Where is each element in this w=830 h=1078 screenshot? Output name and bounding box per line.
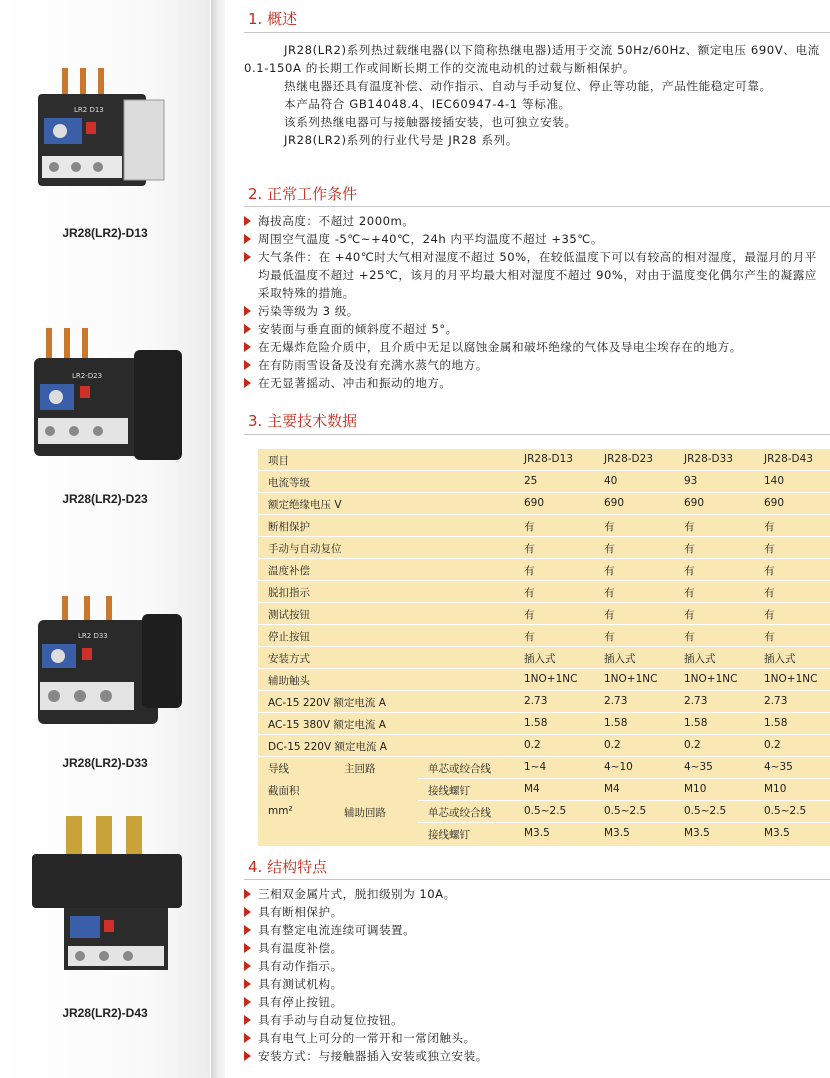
table-cell: 0.2 [524,739,541,751]
table-cell: 2.73 [604,695,628,707]
overview-para: 热继电器还具有温度补偿、动作指示、自动与手动复位、停止等功能，产品性能稳定可靠。 [284,79,772,93]
list-item: 具有温度补偿。 [244,939,828,957]
bullet-icon [244,1051,251,1061]
relay-d23-label: LR2-D23 [72,372,103,380]
table-cell: 2.73 [524,695,548,707]
table-row [258,669,830,691]
table-cell: 有 [764,587,775,599]
table-cell: 1.58 [684,717,708,729]
table-header-cell: JR28-D33 [684,453,733,465]
main-circuit-label: 主回路 [344,763,376,775]
table-cell: 有 [524,587,535,599]
product-d43 [0,810,210,1030]
product-caption: JR28(LR2)-D33 [62,756,148,770]
table-cell: 有 [524,631,535,643]
wire-label: 导线 [268,763,289,775]
table-cell: 断相保护 [268,521,310,533]
table-cell: 4~35 [684,761,713,773]
table-row [258,515,830,537]
overview-para: 本产品符合 GB14048.4、IEC60947-4-1 等标准。 [284,97,571,111]
table-cell: 140 [764,475,785,487]
table-cell: M4 [604,783,620,795]
table-cell: 0.5~2.5 [524,805,567,817]
table-cell: M4 [524,783,540,795]
table-cell: M3.5 [524,827,550,839]
table-cell: 有 [764,609,775,621]
list-item: 周围空气温度 -5℃~+40℃，24h 内平均温度不超过 +35℃。 [244,230,828,248]
conditions-list [244,212,828,392]
table-cell: 插入式 [524,653,556,665]
table-cell: 有 [604,565,615,577]
table-cell: 有 [764,565,775,577]
table-cell: 40 [604,475,618,487]
table-header [258,449,830,471]
product-caption: JR28(LR2)-D23 [62,492,148,506]
table-row [258,471,830,493]
table-cell: 有 [524,521,535,533]
bullet-icon [244,889,251,899]
table-cell: 1NO+1NC [524,673,578,685]
table-cell: 4~35 [764,761,793,773]
bullet-icon [244,234,251,244]
table-cell: DC-15 220V 额定电流 A [268,741,387,753]
relay-d13-image [24,60,184,200]
overview-para: JR28(LR2)系列的行业代号是 JR28 系列。 [284,133,518,147]
table-header-cell: JR28-D13 [524,453,573,465]
table-cell: 0.2 [764,739,781,751]
bullet-icon [244,1015,251,1025]
wire-row [258,823,830,844]
table-cell: 1NO+1NC [684,673,738,685]
section-title-conditions: 2. 正常工作条件 [248,185,358,203]
table-cell: 2.73 [764,695,788,707]
product-caption: JR28(LR2)-D13 [62,226,148,240]
section-divider [244,434,830,435]
bullet-icon [244,997,251,1007]
list-item: 大气条件：在 +40℃时大气相对湿度不超过 50%，在较低温度下可以有较高的相对湿度，最湿月的月平均最低温度不超过 +25℃，该月的月平均最大相对湿度不超过 90%，对由于温度变化偶尔产生的凝露应采取特殊的措施。 [244,248,828,302]
table-cell: 有 [604,631,615,643]
list-item: 具有测试机构。 [244,975,828,993]
bullet-icon [244,925,251,935]
bullet-icon [244,378,251,388]
table-cell: 有 [764,521,775,533]
overview-text [244,41,824,149]
table-cell: 1.58 [604,717,628,729]
table-cell: 690 [524,497,545,509]
table-cell: 有 [604,609,615,621]
product-caption: JR28(LR2)-D43 [62,1006,148,1020]
table-cell: 0.5~2.5 [604,805,647,817]
table-row [258,559,830,581]
table-cell: 1~4 [524,761,547,773]
table-cell: 4~10 [604,761,633,773]
table-cell: 1NO+1NC [764,673,818,685]
list-item: 具有断相保护。 [244,903,828,921]
bullet-icon [244,979,251,989]
bullet-icon [244,961,251,971]
table-header-cell: 项目 [268,455,289,467]
table-cell: 接线螺钉 [428,829,470,841]
table-cell: 插入式 [684,653,716,665]
table-row [258,493,830,515]
wire-label: 截面积 [268,785,300,797]
table-cell: 1.58 [524,717,548,729]
list-item: 海拔高度：不超过 2000m。 [244,212,828,230]
table-cell: 插入式 [604,653,636,665]
relay-d13-label: LR2 D13 [74,106,104,114]
table-row [258,581,830,603]
list-item: 具有动作指示。 [244,957,828,975]
list-item: 在无爆炸危险介质中，且介质中无足以腐蚀金属和破坏绝缘的气体及导电尘埃存在的地方。 [244,338,828,356]
bullet-icon [244,1033,251,1043]
table-cell: 接线螺钉 [428,785,470,797]
list-item: 污染等级为 3 级。 [244,302,828,320]
section-divider [244,206,830,207]
section-divider [244,32,830,33]
table-cell: 0.5~2.5 [764,805,807,817]
table-cell: M3.5 [764,827,790,839]
product-d33 [0,590,210,780]
table-cell: 690 [684,497,705,509]
table-cell: 温度补偿 [268,565,310,577]
table-cell: 有 [684,543,695,555]
table-cell: 2.73 [684,695,708,707]
section-title-specs: 3. 主要技术数据 [248,412,358,430]
table-cell: 有 [604,543,615,555]
table-cell: 有 [684,521,695,533]
table-row [258,647,830,669]
table-cell: 1.58 [764,717,788,729]
aux-circuit-label: 辅助回路 [344,807,386,819]
product-d13 [0,60,210,250]
table-cell: 单芯或绞合线 [428,763,491,775]
table-cell: 有 [604,521,615,533]
relay-d23-image [24,320,194,470]
list-item: 在有防雨雪设备及没有充满水蒸气的地方。 [244,356,828,374]
table-cell: 690 [604,497,625,509]
table-row [258,735,830,757]
overview-para: JR28(LR2)系列热过载继电器(以下简称热继电器)适用于交流 50Hz/60Hz、额定电压 690V、电流 0.1-150A 的长期工作或间断长期工作的交流电动机的过载与断相保护。 [244,43,820,75]
table-cell: 0.2 [604,739,621,751]
table-cell: 有 [604,587,615,599]
table-row [258,537,830,559]
relay-d33-label: LR2 D33 [78,632,108,640]
table-cell: 0.5~2.5 [684,805,727,817]
table-cell: M10 [764,783,787,795]
table-cell: 有 [684,565,695,577]
spec-table [258,449,830,846]
table-cell: 手动与自动复位 [268,543,342,555]
table-cell: 额定绝缘电压 V [268,499,342,511]
table-cell: 1NO+1NC [604,673,658,685]
list-item: 安装方式：与接触器插入安装或独立安装。 [244,1047,828,1065]
sidebar-separator [211,0,225,1078]
table-cell: 有 [764,631,775,643]
bullet-icon [244,216,251,226]
table-cell: 有 [524,543,535,555]
section-title-overview: 1. 概述 [248,10,298,28]
table-cell: 有 [764,543,775,555]
table-cell: 辅助触头 [268,675,310,687]
table-cell: 93 [684,475,698,487]
wire-row [258,779,830,800]
table-cell: 插入式 [764,653,796,665]
features-list [244,885,828,1065]
bullet-icon [244,360,251,370]
bullet-icon [244,324,251,334]
table-row [258,691,830,713]
table-cell: 电流等级 [268,477,310,489]
table-cell: 有 [524,565,535,577]
list-item: 具有停止按钮。 [244,993,828,1011]
table-header-cell: JR28-D23 [604,453,653,465]
table-cell: M10 [684,783,707,795]
product-d23 [0,320,210,520]
table-cell: 0.2 [684,739,701,751]
table-cell: 停止按钮 [268,631,310,643]
table-cell: AC-15 380V 额定电流 A [268,719,386,731]
table-row [258,625,830,647]
table-row [258,603,830,625]
table-cell: 690 [764,497,785,509]
relay-d33-image [24,590,194,740]
table-cell: M3.5 [604,827,630,839]
wire-row [258,757,830,778]
table-cell: 安装方式 [268,653,310,665]
table-cell: M3.5 [684,827,710,839]
wire-row [258,801,830,822]
table-cell: 有 [684,631,695,643]
table-cell: 脱扣指示 [268,587,310,599]
bullet-icon [244,907,251,917]
list-item: 具有整定电流连续可调装置。 [244,921,828,939]
table-cell: 25 [524,475,538,487]
list-item: 三相双金属片式，脱扣级别为 10A。 [244,885,828,903]
list-item: 安装面与垂直面的倾斜度不超过 5°。 [244,320,828,338]
bullet-icon [244,252,251,262]
table-row [258,713,830,735]
section-title-features: 4. 结构特点 [248,858,328,876]
bullet-icon [244,306,251,316]
table-header-cell: JR28-D43 [764,453,813,465]
table-cell: 单芯或绞合线 [428,807,491,819]
section-divider [244,879,830,880]
table-cell: 有 [524,609,535,621]
table-cell: 有 [684,587,695,599]
bullet-icon [244,943,251,953]
wire-label: mm² [268,805,293,817]
list-item: 具有手动与自动复位按钮。 [244,1011,828,1029]
table-cell: 有 [684,609,695,621]
list-item: 在无显著摇动、冲击和振动的地方。 [244,374,828,392]
overview-para: 该系列热继电器可与接触器接插安装，也可独立安装。 [284,115,577,129]
table-cell: AC-15 220V 额定电流 A [268,697,386,709]
bullet-icon [244,342,251,352]
list-item: 具有电气上可分的一常开和一常闭触头。 [244,1029,828,1047]
table-cell: 测试按钮 [268,609,310,621]
relay-d43-image [24,810,194,990]
